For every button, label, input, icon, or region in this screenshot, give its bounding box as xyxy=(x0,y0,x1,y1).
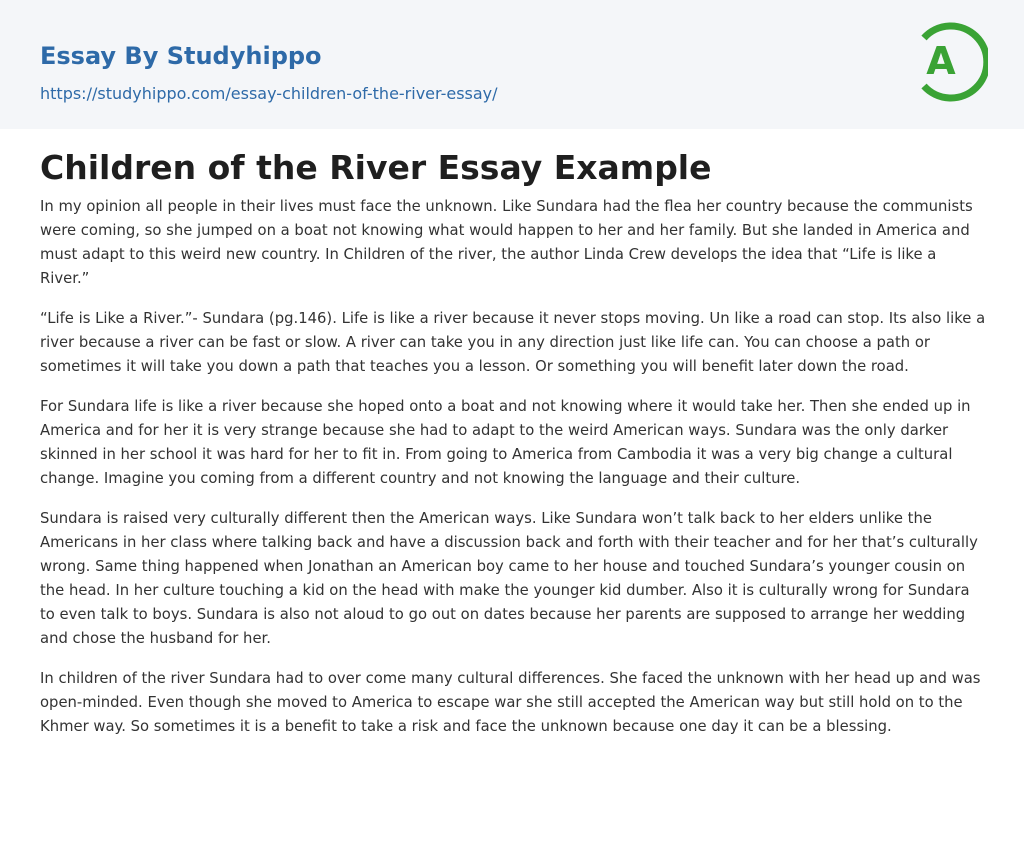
article-paragraph: For Sundara life is like a river because she hoped onto a boat and not knowing where it would take her. Then she ended up in America and for her it is very strange because she had to adapt to the weird American ways. Sundara was the only darker skinned in her school it was hard for her to fit in. From going to America from Cambodia it was a very big change a cultural change. Imagine you coming from a different country and not knowing the language and their culture. xyxy=(40,398,971,487)
article-paragraph: In children of the river Sundara had to over come many cultural differences. She faced the unknown with her head up and was open-minded. Even though she moved to America to escape war she still accepted the American way but still hold on to the Khmer way. So sometimes it is a benefit to take a risk and face the unknown because one day it can be a blessing. xyxy=(40,670,981,735)
site-name[interactable]: Essay By Studyhippo xyxy=(40,42,322,70)
article xyxy=(40,145,988,755)
article-paragraph: In my opinion all people in their lives must face the unknown. Like Sundara had the flea her country because the communists were coming, so she jumped on a boat not knowing what would happen to her and her family. But she landed in America and must adapt to this weird new country. In Children of the river, the author Linda Crew develops the idea that “Life is like a River.” xyxy=(40,198,973,287)
article-paragraph: Sundara is raised very culturally different then the American ways. Like Sundara won’t talk back to her elders unlike the Americans in her class where talking back and have a discussion back and forth with their teacher and for her that’s culturally wrong. Same thing happened when Jonathan an American boy came to her house and touched Sundara’s younger cousin on the head. In her culture touching a kid on the head with make the younger kid dumber. Also it is culturally wrong for Sundara to even talk to boys. Sundara is also not aloud to go out on dates because her parents are supposed to arrange her wedding and chose the husband for her. xyxy=(40,510,978,647)
site-header xyxy=(0,0,1024,129)
page-title: Children of the River Essay Example xyxy=(40,148,712,187)
studyhippo-logo-icon[interactable] xyxy=(912,18,988,106)
article-paragraph: “Life is Like a River.”- Sundara (pg.146). Life is like a river because it never stops moving. Un like a road can stop. Its also like a river because a river can be fast or slow. A river can take you in any direction just like life can. You can choose a path or sometimes it will take you down a path that teaches you a lesson. Or something you will benefit later down the road. xyxy=(40,310,986,375)
logo-letter: A xyxy=(926,39,956,83)
source-url-link[interactable]: https://studyhippo.com/essay-children-of-the-river-essay/ xyxy=(40,84,498,103)
